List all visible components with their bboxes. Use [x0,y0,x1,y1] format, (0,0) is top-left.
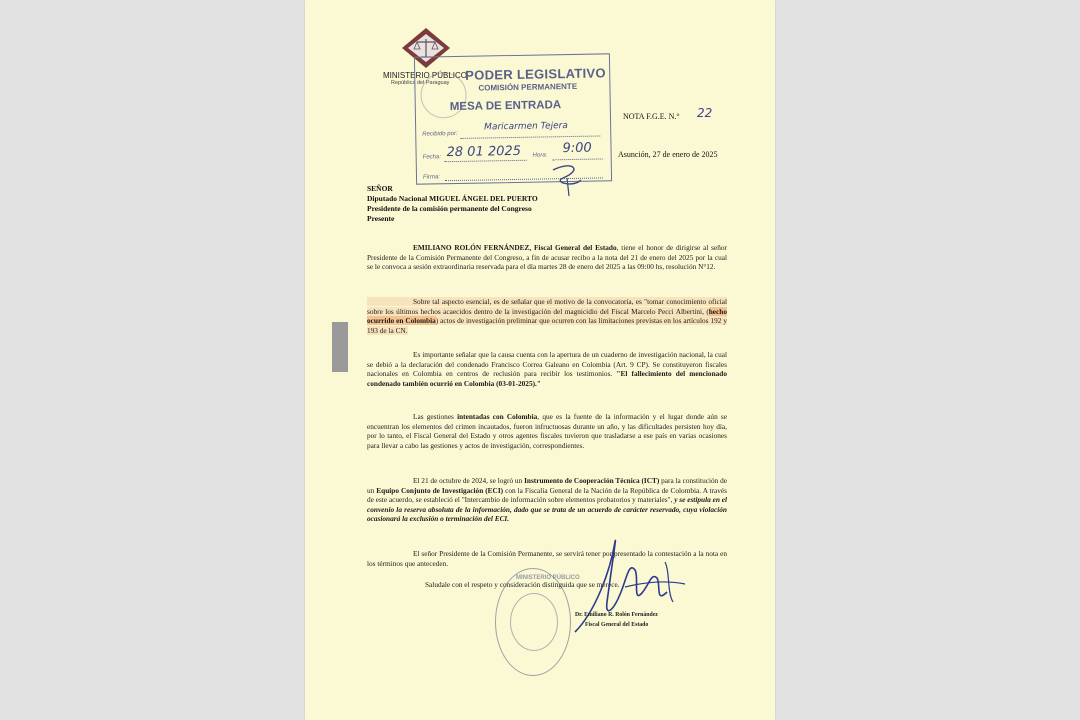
paragraph-5 [367,476,727,524]
recipient-line-3: Presidente de la comisión permanente del Congreso [367,204,532,213]
document-page [305,0,775,720]
stamp-title: PODER LEGISLATIVO [465,65,606,83]
recipient-block [367,184,538,224]
stamp-time-value: 9:00 [562,140,592,157]
closing-line: Saludale con el respeto y consideración distinguida que se merece. [425,580,620,589]
paragraph-5-bold-1: Instrumento de Cooperación Técnica (ICT) [524,476,660,485]
paragraph-2-text-a: Sobre tal aspecto esencial, es de señalar que el motivo de la convocatoria, es "tomar conocimiento oficial sobre los últimos hechos acaecidos dentro de la investigación del magnicidio del Fiscal Marcelo Pecci Albertini, ( [367,297,727,316]
paragraph-1-text: , tiene el honor de dirigirse al señor Presidente de la Comisión Permanente del Congreso, a fin de acusar recibo a la nota del 21 de enero del 2025 por la cual se le convoca a sesión extraordinaria reservada para el día martes 28 de enero del 2025 a las 09:00 hs, resolución N°12. [367,243,727,272]
paragraph-2 [367,297,727,335]
paragraph-5-text-b: para la constitución de un [367,476,728,495]
stamp-handwritten-scribble-icon [543,150,593,200]
paragraph-3-bold: "El fallecimiento del mencionado condenado también ocurrió en Colombia (03-01-2025)." [367,369,727,388]
paragraph-3 [367,350,727,388]
stamp-time-label: Hora: [532,152,548,159]
recipient-line-4: Presente [367,214,395,223]
paragraph-4 [367,412,727,450]
stamp-received-line [460,135,600,138]
paragraph-5-italic: y se estipula en el convenio la reserva absoluta de la información, dado que se trata de un acuerdo de carácter reservado, cuya violación ocasionará la exclusión o terminación del ECI. [367,495,727,524]
stamp-date-value: 28 01 2025 [446,143,522,161]
paragraph-2-text-b: ) actos de investigación preliminar que ocurren con las limitaciones previstas en los artículos 192 y 193 de la CN. [367,316,727,335]
signer-name: Dr. Emiliano R. Rolón Fernández [575,612,658,618]
stamp-received-label: Recibido por: [422,130,458,138]
stamp-signature-label: Firma: [422,174,441,181]
stamp-received-value: Maricarmen Tejera [484,121,568,133]
official-seal-text: MINISTERIO PÚBLICO [516,575,580,581]
stamp-date-line [445,160,527,162]
paragraph-2-bold: hecho ocurrido en Colombia [367,306,727,326]
paragraph-4-bold: intentadas con Colombia [457,412,538,421]
paragraph-5-text-c: con la Fiscalía General de la Nación de la República de Colombia. A través de este acuerdo, se estableció el "Intercambio de información sobre elementos probatorios y materiales", [367,485,727,505]
paragraph-5-bold-2: Equipo Conjunto de Investigación (ECI) [376,485,504,495]
note-number-value: 22 [697,106,713,120]
stamp-date-label: Fecha: [422,154,442,161]
note-number-label: NOTA F.G.E. N.° [623,112,680,121]
organization-name: MINISTERIO PÚBLICO [383,71,468,80]
paragraph-3-text: Es importante señalar que la causa cuenta con la apertura de un cuaderno de investigación nacional, la cual se debió a la declaración del condenado Francisco Correa Galeano en Colombia (Art. 9 CP). Se constituyeron fiscales nacionales en Colombia en centros de reclusión para recibir los testimonios. [367,350,727,379]
stamp-subtitle: COMISIÓN PERMANENTE [478,81,578,93]
paragraph-1-bold: EMILIANO ROLÓN FERNÁNDEZ, Fiscal General del Estado [413,243,617,252]
paragraph-4-text-b: , que es la fuente de la información y el lugar donde aún se encuentran los elementos del crimen incautados, fueron infructuosas durante un año, y las dificultades persisten hoy día, por lo tanto, el Fiscal General del Estado y otros agentes fiscales tuvieron que trasladarse a ese país en varias ocasiones para llevar a cabo las gestiones y actos de investigación, correspondientes. [367,412,728,450]
paragraph-5-text-a: El 21 de octubre de 2024, se logró un [413,476,525,485]
official-seal-inner-ring [510,593,558,651]
recipient-line-2: Diputado Nacional MIGUEL ÁNGEL DEL PUERTO [367,194,538,203]
note-place-date: Asunción, 27 de enero de 2025 [618,150,718,159]
paragraph-6-text: El señor Presidente de la Comisión Permanente, se servirá tener por presentado la contestación a la nota en los términos que anteceden. [367,549,727,568]
paragraph-4-text-a: Las gestiones [413,412,458,421]
recipient-line-1: SEÑOR [367,184,393,193]
signer-title: Fiscal General del Estado [585,622,649,628]
stamp-desk: MESA DE ENTRADA [449,99,562,114]
binding-mark [332,322,348,372]
paragraph-1 [367,243,727,272]
organization-subtitle: República del Paraguay [391,80,450,86]
